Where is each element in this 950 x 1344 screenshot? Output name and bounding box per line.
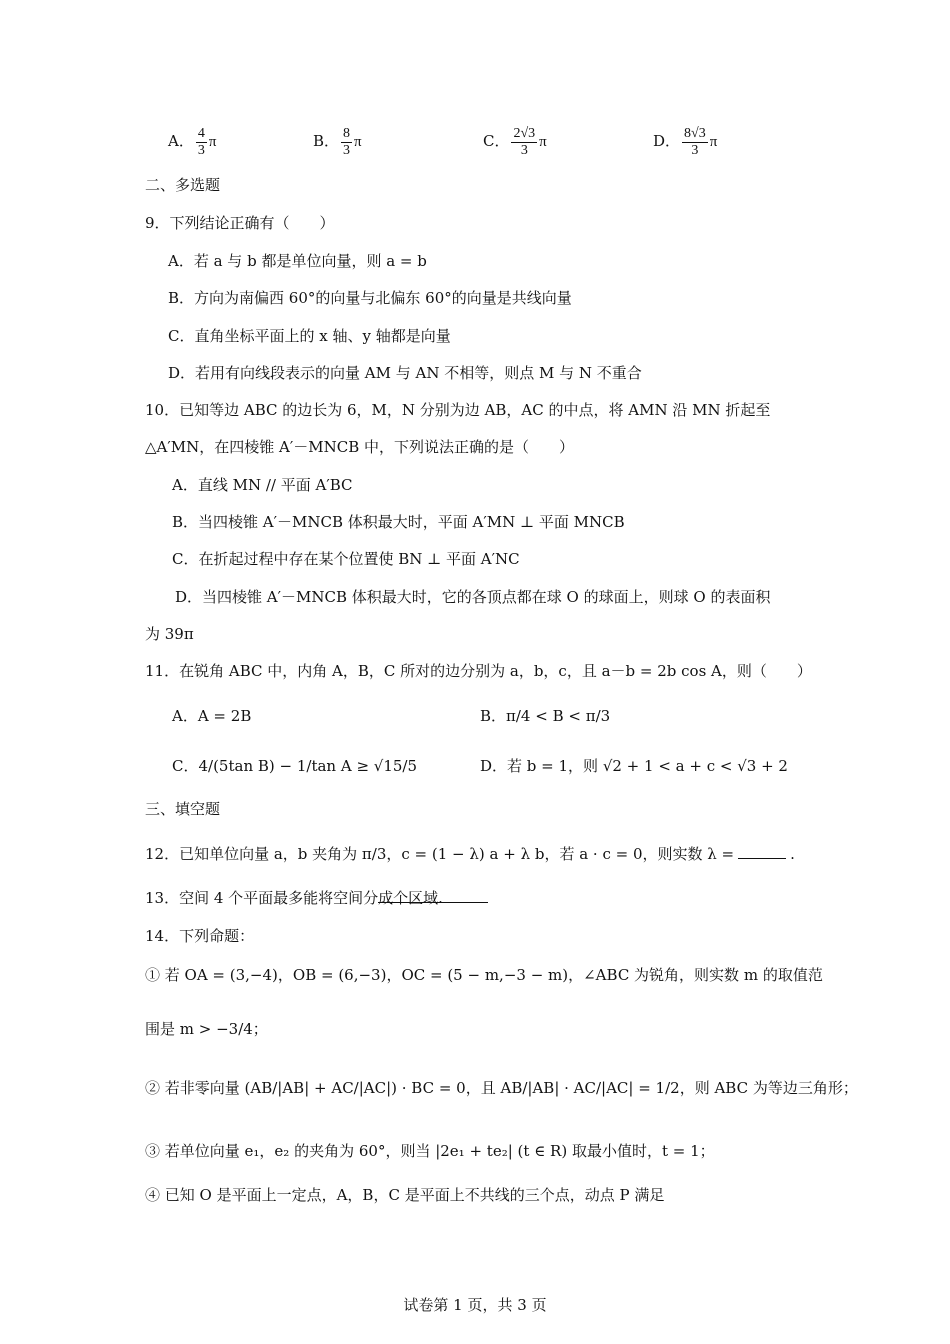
q14-prop-1-line2: 围是 m > −3/4； — [145, 1020, 268, 1038]
fraction: $\frac{8√3}{3}$ — [684, 125, 706, 158]
answer-blank[interactable] — [738, 844, 786, 859]
q14-prop-3: ③ 若单位向量 e₁，e₂ 的夹角为 60°，则当 |2e₁ + te₂| (t ∈ R) 取最小值时，t = 1； — [145, 1142, 715, 1160]
section-heading-fill: 三、填空题 — [145, 800, 221, 818]
q12-stem: 12．已知单位向量 a，b 夹角为 π/3，c = (1 − λ) a + λ b，若 a · c = 0，则实数 λ = . — [145, 845, 795, 863]
q9-stem: 9．下列结论正确有（ ） — [145, 214, 335, 232]
q11-option-b: B．π/4 < B < π/3 — [480, 707, 611, 725]
q9-option-a: A．若 a 与 b 都是单位向量，则 a = b — [168, 252, 427, 270]
q9-option-c: C．直角坐标平面上的 x 轴、y 轴都是向量 — [168, 327, 451, 345]
q14-prop-4: ④ 已知 O 是平面上一定点，A，B，C 是平面上不共线的三个点，动点 P 满足 — [145, 1186, 665, 1204]
q10-option-d-line1: D．当四棱锥 A′－MNCB 体积最大时，它的各顶点都在球 O 的球面上，则球 O 的表面积 — [175, 588, 771, 606]
page-footer: 试卷第 1 页，共 3 页 — [403, 1296, 547, 1314]
fraction: $\frac{4}{3}$ — [197, 125, 205, 158]
q8-option-a: A． $\frac{4}{3}$ π — [168, 125, 217, 158]
q8-option-c: C． $\frac{2√3}{3}$ π — [483, 125, 547, 158]
q10-option-b: B．当四棱锥 A′－MNCB 体积最大时，平面 A′MN ⊥ 平面 MNCB — [172, 513, 625, 531]
section-heading-multi: 二、多选题 — [145, 176, 221, 194]
q8-option-d: D． $\frac{8√3}{3}$ π — [653, 125, 718, 158]
q10-option-a: A．直线 MN // 平面 A′BC — [172, 476, 353, 494]
q8-option-b: B． $\frac{8}{3}$ π — [313, 125, 362, 158]
q9-option-d: D．若用有向线段表示的向量 AM 与 AN 不相等，则点 M 与 N 不重合 — [168, 364, 642, 382]
q10-stem-line2: △A′MN，在四棱锥 A′－MNCB 中，下列说法正确的是（ ） — [145, 438, 575, 456]
q11-option-a: A．A = 2B — [172, 707, 252, 725]
q9-option-b: B．方向为南偏西 60°的向量与北偏东 60°的向量是共线向量 — [168, 289, 572, 307]
answer-blank[interactable] — [378, 902, 488, 903]
q11-option-c: C．4/(5tan B) − 1/tan A ≥ √15/5 — [172, 757, 418, 775]
q11-stem: 11．在锐角 ABC 中，内角 A，B，C 所对的边分别为 a，b，c，且 a－b = 2b cos A，则（ ） — [145, 662, 812, 680]
q10-stem-line1: 10．已知等边 ABC 的边长为 6，M，N 分别为边 AB，AC 的中点，将 AMN 沿 MN 折起至 — [145, 401, 771, 419]
q10-option-c: C．在折起过程中存在某个位置使 BN ⊥ 平面 A′NC — [172, 550, 520, 568]
q11-option-d: D．若 b = 1，则 √2 + 1 < a + c < √3 + 2 — [480, 757, 788, 775]
q10-option-d-line2: 为 39π — [145, 625, 194, 643]
q14-stem: 14．下列命题： — [145, 927, 255, 945]
q13-stem: 13．空间 4 个平面最多能将空间分成个区域. — [145, 889, 443, 907]
q14-prop-1-line1: ① 若 OA = (3,−4)，OB = (6,−3)，OC = (5 − m,−3 − m)，∠ABC 为锐角，则实数 m 的取值范 — [145, 966, 823, 984]
q14-prop-2: ② 若非零向量 (AB/|AB| + AC/|AC|) · BC = 0，且 AB/|AB| · AC/|AC| = 1/2，则 ABC 为等边三角形； — [145, 1079, 858, 1097]
fraction: $\frac{8}{3}$ — [343, 125, 351, 158]
fraction: $\frac{2√3}{3}$ — [513, 125, 536, 158]
